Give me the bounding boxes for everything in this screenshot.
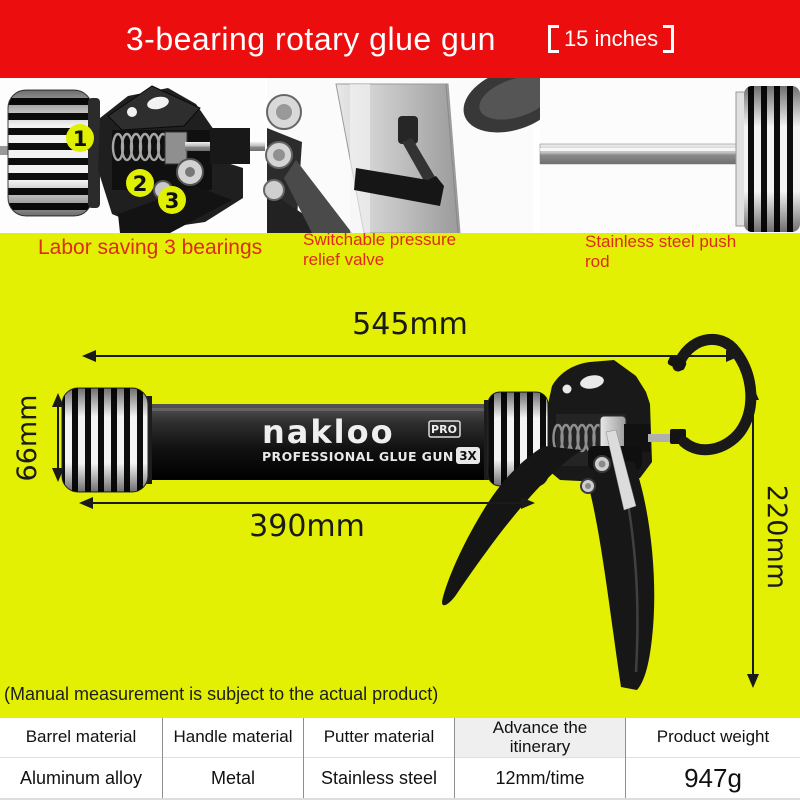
size-badge [548, 25, 674, 53]
brand-tagline: PROFESSIONAL GLUE GUN [262, 449, 454, 464]
feature-label-relief-valve: Switchable pressure relief valve [303, 230, 457, 270]
measurement-disclaimer: (Manual measurement is subject to the actual product) [4, 684, 439, 704]
spec-column-barrel [0, 718, 163, 798]
spec-column-weight [626, 718, 800, 798]
spec-value: Metal [210, 767, 255, 788]
brand-pro-badge: PRO [431, 423, 457, 436]
spec-header: Putter material [304, 718, 454, 758]
feature-label-push-rod: Stainless steel push rod [585, 232, 737, 272]
spec-header: Advance the itinerary [455, 718, 625, 758]
feature-label-bearings: Labor saving 3 bearings [38, 236, 263, 259]
spec-column-handle [163, 718, 304, 798]
spec-table [0, 718, 800, 800]
photo-relief-valve [264, 78, 569, 233]
photo-bearings [0, 78, 265, 233]
spec-header: Handle material [163, 718, 303, 758]
dimension-total-length: 545mm [352, 307, 468, 342]
gun-left-cap [62, 388, 152, 492]
dimension-height: 220mm [761, 484, 792, 590]
spec-value: Aluminum alloy [19, 767, 143, 788]
left-bracket-icon [548, 25, 559, 53]
spec-column-putter [304, 718, 455, 798]
right-bracket-icon [663, 25, 674, 53]
glue-gun-illustration [62, 339, 751, 690]
dimension-arrowheads [52, 350, 759, 688]
brand-name: nakloo [262, 413, 395, 451]
spec-value: 12mm/time [495, 767, 585, 788]
dimension-barrel-length: 390mm [249, 509, 365, 544]
size-badge-text: 15 inches [563, 26, 659, 51]
dimension-diagram-section [0, 230, 800, 718]
spec-value: 947g [684, 762, 742, 793]
header-banner [0, 0, 800, 78]
marker-2: 2 [132, 172, 148, 196]
brand-3x-badge: 3X [459, 449, 477, 463]
spec-value: Stainless steel [320, 767, 438, 788]
marker-1: 1 [72, 127, 88, 151]
photo-push-rod [540, 78, 800, 233]
spec-header: Barrel material [0, 718, 162, 758]
glue-gun-diagram [0, 233, 800, 718]
spec-header: Product weight [626, 718, 800, 758]
dimension-barrel-diameter: 66mm [12, 394, 43, 482]
marker-3: 3 [164, 189, 180, 213]
page-title: 3-bearing rotary glue gun [125, 20, 496, 57]
spring-coil [113, 134, 168, 160]
spec-column-advance [455, 718, 626, 798]
feature-photos [0, 78, 800, 233]
